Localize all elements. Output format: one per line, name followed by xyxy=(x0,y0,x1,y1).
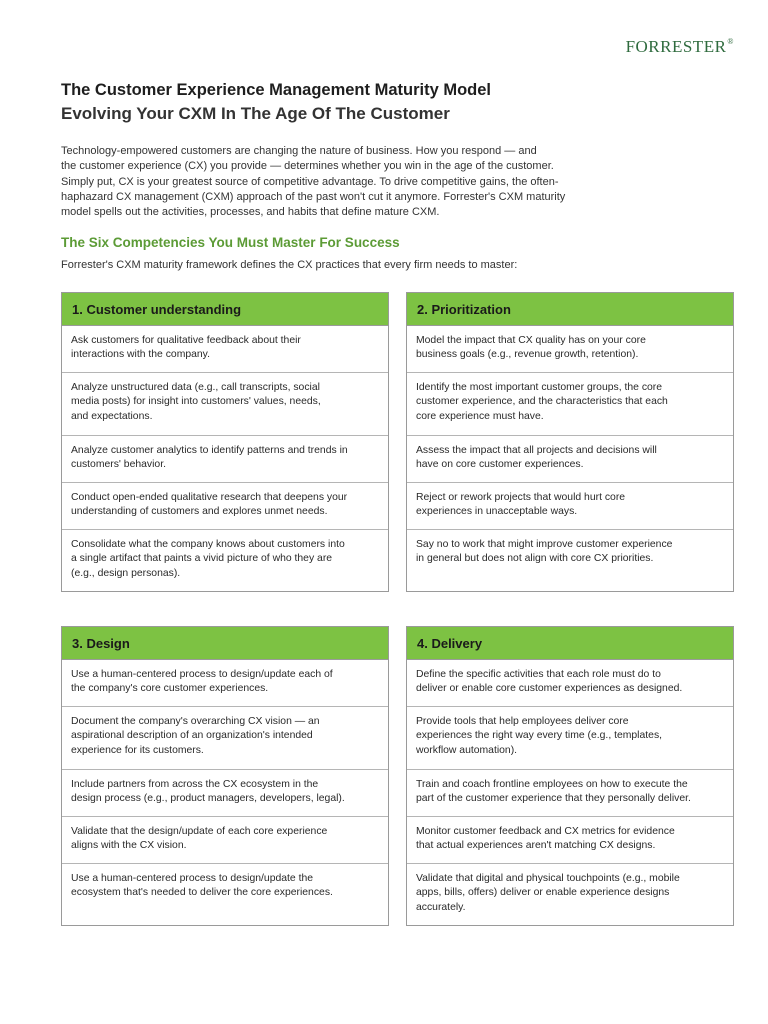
intro-line: model spells out the activities, processes, and habits that define mature CXM. xyxy=(61,206,440,219)
competency-item xyxy=(62,660,388,707)
item-line: Assess the impact that all projects and decisions will xyxy=(416,445,657,456)
competency-item xyxy=(407,707,733,770)
competency-item xyxy=(62,864,388,925)
intro-line: Simply put, CX is your greatest source of competitive advantage. To drive competitive gains, the often- xyxy=(61,175,559,188)
forrester-logo xyxy=(626,37,734,57)
intro-line: the customer experience (CX) you provide — determines whether you win in the age of the customer. xyxy=(61,160,554,173)
item-line: deliver or enable core customer experiences as designed. xyxy=(416,683,683,695)
item-line: part of the customer experience that they personally deliver. xyxy=(416,793,691,805)
competency-item xyxy=(62,817,388,864)
item-line: Validate that digital and physical touchpoints (e.g., mobile xyxy=(416,873,680,884)
competency-item xyxy=(62,326,388,373)
intro-line: Technology-empowered customers are changing the nature of business. How you respond — and xyxy=(61,145,537,157)
item-line: Identify the most important customer groups, the core xyxy=(416,382,663,393)
page-subtitle: Evolving Your CXM In The Age Of The Customer xyxy=(61,104,450,123)
item-line: experience for its customers. xyxy=(71,744,204,756)
item-line: Ask customers for qualitative feedback about their xyxy=(71,335,301,346)
item-line: have on core customer experiences. xyxy=(416,459,584,471)
item-line: Reject or rework projects that would hurt core xyxy=(416,492,626,503)
item-line: (e.g., design personas). xyxy=(71,567,181,579)
competency-item xyxy=(407,436,733,483)
competency-title: 3. Design xyxy=(62,627,388,660)
item-line: Conduct open-ended qualitative research that deepens your xyxy=(71,492,348,503)
item-line: customer experience, and the characteristics that each xyxy=(416,396,668,408)
item-line: Document the company's overarching CX vision — an xyxy=(71,716,320,727)
competency-item xyxy=(407,817,733,864)
item-line: Define the specific activities that each role must do to xyxy=(416,669,661,680)
logo-text: FORRESTER xyxy=(625,37,727,56)
competency-title: 4. Delivery xyxy=(407,627,733,660)
competency-item xyxy=(62,483,388,530)
competency-item xyxy=(407,326,733,373)
competency-item xyxy=(407,530,733,591)
item-line: customers' behavior. xyxy=(71,459,166,471)
intro-paragraph xyxy=(61,144,601,220)
item-line: Monitor customer feedback and CX metrics for evidence xyxy=(416,826,675,837)
item-line: aligns with the CX vision. xyxy=(71,840,187,852)
item-line: Use a human-centered process to design/update each of xyxy=(71,669,333,680)
competency-title: 2. Prioritization xyxy=(407,293,733,326)
competency-box-prioritization xyxy=(406,292,734,592)
registered-mark: ® xyxy=(727,37,734,46)
competency-item xyxy=(407,864,733,925)
competency-item xyxy=(62,770,388,817)
item-line: Model the impact that CX quality has on your core xyxy=(416,335,646,346)
item-line: the company's core customer experiences. xyxy=(71,683,269,695)
competency-item xyxy=(62,707,388,770)
competency-box-delivery xyxy=(406,626,734,926)
item-line: design process (e.g., product managers, developers, legal). xyxy=(71,793,345,805)
item-line: Analyze unstructured data (e.g., call transcripts, social xyxy=(71,382,320,393)
item-line: Analyze customer analytics to identify patterns and trends in xyxy=(71,445,348,456)
section-heading: The Six Competencies You Must Master For Success xyxy=(61,235,400,250)
competency-box-design xyxy=(61,626,389,926)
page-title: The Customer Experience Management Maturity Model xyxy=(61,81,492,99)
item-line: Consolidate what the company knows about customers into xyxy=(71,539,345,550)
item-line: interactions with the company. xyxy=(71,349,210,361)
item-line: Include partners from across the CX ecosystem in the xyxy=(71,779,319,790)
intro-line: haphazard CX management (CXM) approach of the past won't cut it anymore. Forrester's CXM maturity xyxy=(61,190,566,203)
competency-item xyxy=(407,660,733,707)
item-line: Say no to work that might improve customer experience xyxy=(416,539,673,550)
item-line: apps, bills, offers) deliver or enable experience designs xyxy=(416,887,670,899)
item-line: experiences the right way every time (e.g., templates, xyxy=(416,730,663,742)
competency-item xyxy=(62,373,388,436)
item-line: Validate that the design/update of each core experience xyxy=(71,826,328,837)
item-line: core experience must have. xyxy=(416,410,544,422)
item-line: understanding of customers and explores unmet needs. xyxy=(71,506,328,518)
item-line: Provide tools that help employees deliver core xyxy=(416,716,629,727)
item-line: Use a human-centered process to design/update the xyxy=(71,873,314,884)
competency-item xyxy=(407,483,733,530)
competency-title: 1. Customer understanding xyxy=(62,293,388,326)
item-line: ecosystem that's needed to deliver the core experiences. xyxy=(71,887,333,899)
item-line: experiences in unacceptable ways. xyxy=(416,506,578,518)
item-line: workflow automation). xyxy=(416,744,518,756)
competency-item xyxy=(62,530,388,591)
item-line: a single artifact that paints a vivid picture of who they are xyxy=(71,553,333,565)
section-subtext: Forrester's CXM maturity framework defines the CX practices that every firm needs to master: xyxy=(61,259,518,271)
item-line: Train and coach frontline employees on how to execute the xyxy=(416,779,688,790)
item-line: media posts) for insight into customers' values, needs, xyxy=(71,396,321,408)
competency-item xyxy=(407,373,733,436)
competency-box-customer-understanding xyxy=(61,292,389,592)
item-line: accurately. xyxy=(416,901,466,913)
item-line: business goals (e.g., revenue growth, retention). xyxy=(416,349,639,361)
item-line: and expectations. xyxy=(71,410,153,422)
item-line: aspirational description of an organization's intended xyxy=(71,730,313,742)
item-line: in general but does not align with core CX priorities. xyxy=(416,553,654,565)
competency-item xyxy=(62,436,388,483)
item-line: that actual experiences aren't matching CX designs. xyxy=(416,840,656,852)
competency-item xyxy=(407,770,733,817)
